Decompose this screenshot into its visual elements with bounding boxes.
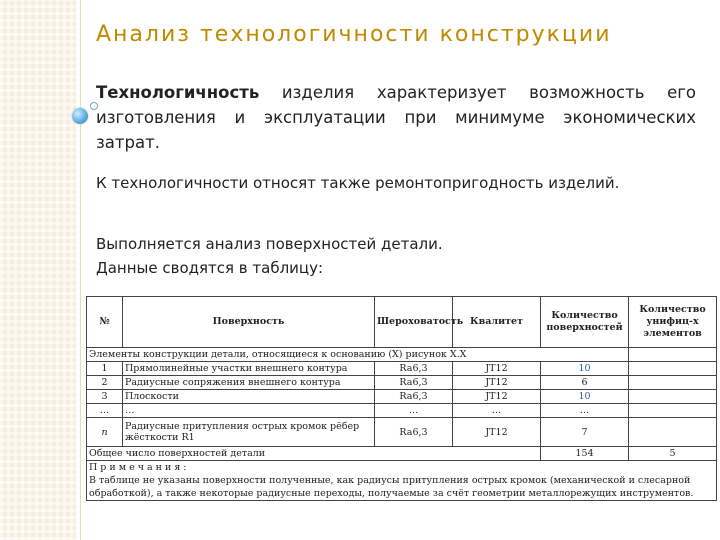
row-surface: Радиусные притупления острых кромок рёбер жёсткости R1 bbox=[123, 418, 375, 447]
table-notes-row bbox=[87, 461, 717, 501]
bullet-circle-icon bbox=[72, 108, 88, 124]
slide-title: Анализ технологичности конструкции bbox=[96, 22, 612, 47]
decorative-side-pattern bbox=[0, 0, 76, 540]
analysis-line-1: Выполняется анализ поверхностей детали. bbox=[96, 235, 443, 253]
table-row bbox=[87, 390, 717, 404]
table-total-row bbox=[87, 447, 717, 461]
row-num: 1 bbox=[87, 362, 123, 376]
total-unified: 5 bbox=[629, 447, 717, 461]
header-surface: Поверхность bbox=[123, 297, 375, 348]
row-surface: Прямолинейные участки внешнего контура bbox=[123, 362, 375, 376]
row-num: n bbox=[87, 418, 123, 447]
row-num: 2 bbox=[87, 376, 123, 390]
row-surface: Радиусные сопряжения внешнего контура bbox=[123, 376, 375, 390]
header-num: № bbox=[87, 297, 123, 348]
total-count: 154 bbox=[541, 447, 629, 461]
row-num: … bbox=[87, 404, 123, 418]
row-num: 3 bbox=[87, 390, 123, 404]
table-group-row bbox=[87, 348, 717, 362]
row-count: 10 bbox=[541, 362, 629, 376]
row-roughness: … bbox=[375, 404, 453, 418]
row-quality: JT12 bbox=[453, 418, 541, 447]
notes-heading: Примечания: bbox=[89, 462, 190, 473]
row-surface: Плоскости bbox=[123, 390, 375, 404]
paragraph-maintainability: К технологичности относят также ремонтопригодность изделий. bbox=[96, 174, 620, 192]
row-unified bbox=[629, 376, 717, 390]
side-divider-line bbox=[80, 0, 81, 540]
header-unified: Количество унифиц-х элементов bbox=[629, 297, 717, 348]
row-quality: … bbox=[453, 404, 541, 418]
term-bold: Технологичность bbox=[96, 83, 260, 102]
row-count: 10 bbox=[541, 390, 629, 404]
surface-analysis-table bbox=[86, 296, 717, 501]
row-surface: … bbox=[123, 404, 375, 418]
row-unified bbox=[629, 362, 717, 376]
paragraph-definition bbox=[96, 80, 696, 155]
notes-text: В таблице не указаны поверхности полученные, как радиусы притупления острых кромок (механической и слесарной обработкой), а также некоторые радиусные переходы, получаемые за счёт геометрии металлорежущих инструментов. bbox=[89, 475, 694, 499]
row-quality: JT12 bbox=[453, 376, 541, 390]
row-quality: JT12 bbox=[453, 362, 541, 376]
row-roughness: Ra6,3 bbox=[375, 376, 453, 390]
row-roughness: Ra6,3 bbox=[375, 390, 453, 404]
header-quality: Квалитет bbox=[453, 297, 541, 348]
group-empty-cell bbox=[629, 348, 717, 362]
row-count: 7 bbox=[541, 418, 629, 447]
table-notes bbox=[87, 461, 717, 501]
analysis-line-2: Данные сводятся в таблицу: bbox=[96, 259, 324, 277]
paragraph-analysis bbox=[96, 232, 706, 280]
group-title: Элементы конструкции детали, относящиеся к основанию (X) рисунок X.X bbox=[87, 348, 629, 362]
header-roughness: Шероховатость bbox=[375, 297, 453, 348]
row-roughness: Ra6,3 bbox=[375, 362, 453, 376]
row-unified bbox=[629, 418, 717, 447]
table-row bbox=[87, 418, 717, 447]
table-row bbox=[87, 376, 717, 390]
total-label: Общее число поверхностей детали bbox=[87, 447, 541, 461]
row-unified bbox=[629, 404, 717, 418]
row-count: 6 bbox=[541, 376, 629, 390]
row-count: … bbox=[541, 404, 629, 418]
table-row bbox=[87, 362, 717, 376]
row-quality: JT12 bbox=[453, 390, 541, 404]
table-header-row bbox=[87, 297, 717, 348]
definition-text: изделия характеризует возможность его изготовления и эксплуатации при минимуме экономических затрат. bbox=[96, 83, 696, 152]
table-row bbox=[87, 404, 717, 418]
row-unified bbox=[629, 390, 717, 404]
header-count: Количество поверхностей bbox=[541, 297, 629, 348]
row-roughness: Ra6,3 bbox=[375, 418, 453, 447]
